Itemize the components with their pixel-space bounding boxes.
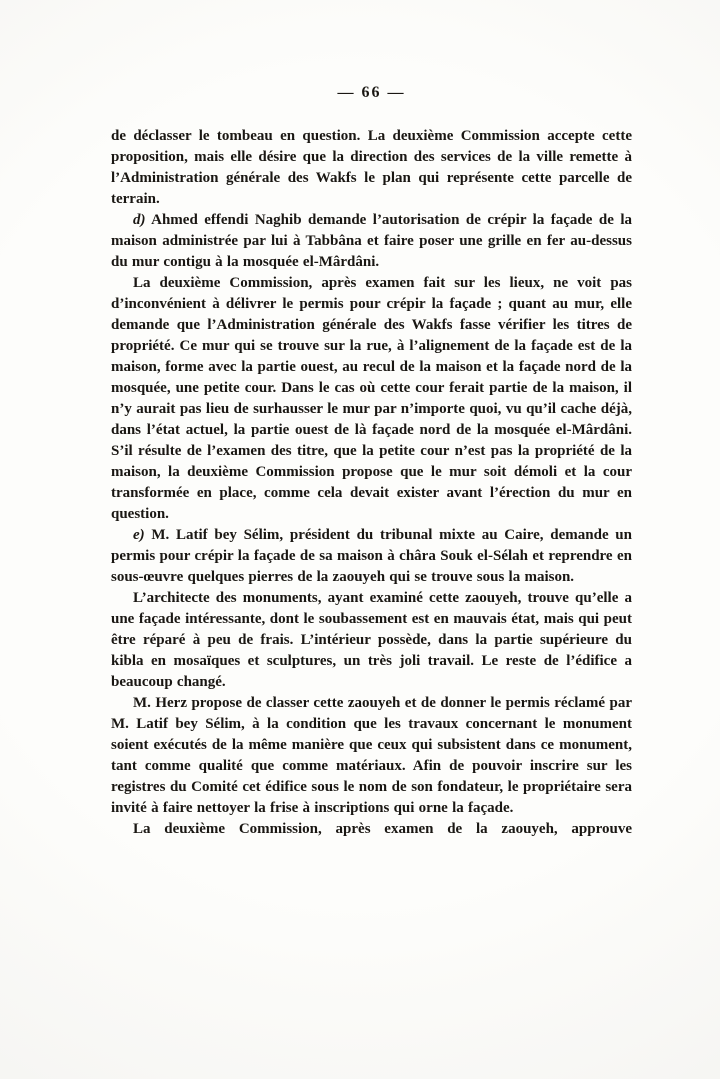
paragraph: M. Herz propose de classer cette zaouyeh et de donner le permis réclamé par M. Latif bey Sélim, à la condition que les travaux concernant le monument soient exécutés de la même manière que ceux qui subsistent dans ce monument, tant comme qualité que comme matériaux. Afin de pouvoir inscrire sur les registres du Comité cet édifice sous le nom de son fondateur, le propriétaire sera invité à faire nettoyer la frise à inscriptions qui orne la façade. <box>111 695 632 816</box>
paragraph: L’architecte des monuments, ayant examiné cette zaouyeh, trouve qu’elle a une façade intéressante, dont le soubassement est en mauvais état, mais qui peut être réparé à peu de frais. L’intérieur possède, dans la partie supérieure du kibla en mosaïques et sculptures, un très joli travail. Le reste de l’édifice a beaucoup changé. <box>111 590 632 690</box>
paragraph-lead-letter: e) <box>133 527 145 543</box>
page-number-header: — 66 — <box>337 84 406 101</box>
paragraph: de déclasser le tombeau en question. La deuxième Commission accepte cette proposition, mais elle désire que la direction des services de la ville remette à l’Administration générale des Wakfs le plan qui représente cette parcelle de terrain. <box>111 128 632 207</box>
paragraph-lead-letter: d) <box>133 212 146 228</box>
paragraph: d) Ahmed effendi Naghib demande l’autorisation de crépir la façade de la maison administrée par lui à Tabbâna et faire poser une grille en fer au-dessus du mur contigu à la mosquée el-Mârdâni. <box>111 212 632 270</box>
paragraph: La deuxième Commission, après examen de la zaouyeh, approuve <box>133 821 632 837</box>
paragraph: e) M. Latif bey Sélim, président du tribunal mixte au Caire, demande un permis pour crépir la façade de sa maison à châra Souk el-Sélah et reprendre en sous-œuvre quelques pierres de la zaouyeh qui se trouve sous la maison. <box>111 527 632 585</box>
text-block <box>111 126 632 861</box>
paragraph: La deuxième Commission, après examen fait sur les lieux, ne voit pas d’inconvénient à délivrer le permis pour crépir la façade ; quant au mur, elle demande que l’Administration générale des Wakfs fasse vérifier les titres de propriété. Ce mur qui se trouve sur la rue, à l’alignement de la façade est de la maison, forme avec la partie ouest, au recul de la maison et la façade nord de la mosquée, une petite cour. Dans le cas où cette cour ferait partie de la maison, il n’y aurait pas lieu de surhausser le mur par n’importe quoi, vu qu’il cache déjà, dans l’état actuel, la partie ouest de là façade nord de la mosquée el-Mârdâni. S’il résulte de l’examen des titre, que la petite cour n’est pas la propriété de la maison, la deuxième Commission propose que le mur soit démoli et la cour transformée en place, comme cela devait exister avant l’érection du mur en question. <box>111 275 632 522</box>
